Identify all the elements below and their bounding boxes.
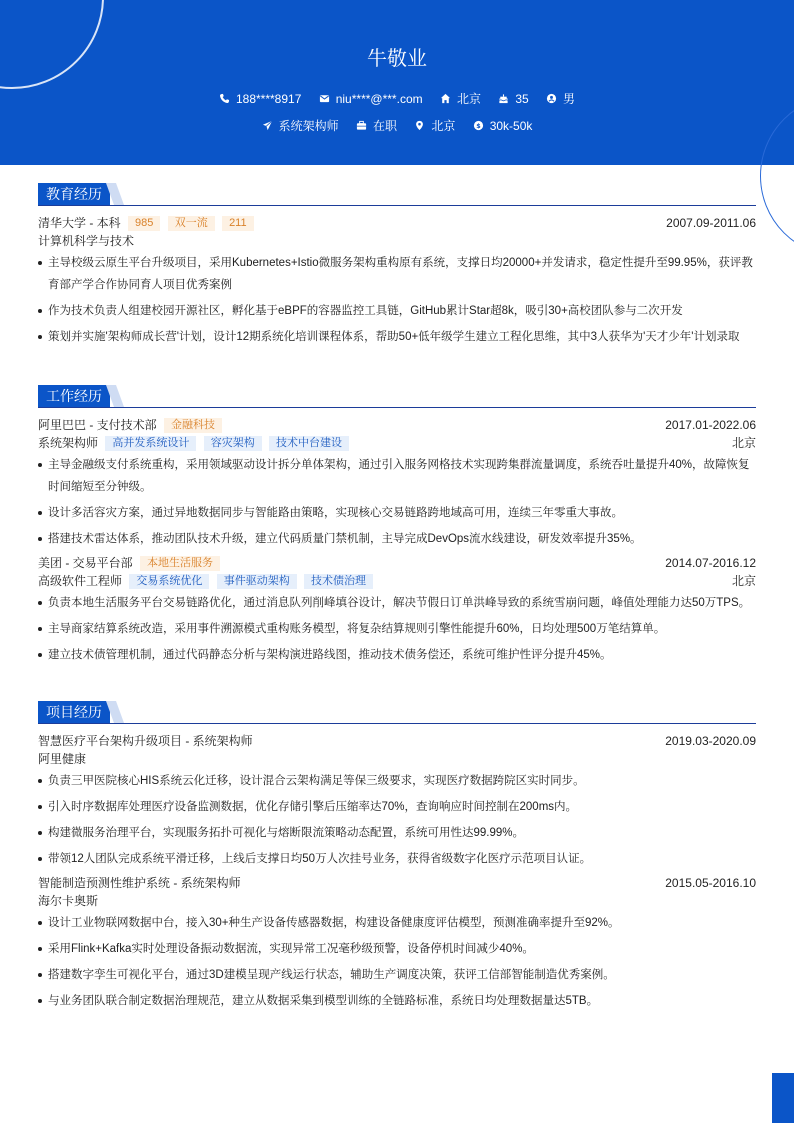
job-role: 高级软件工程师 [38, 574, 123, 588]
school-tag: 985 [128, 216, 160, 231]
salary-info: $ 30k-50k [473, 119, 533, 133]
skill-tag: 高并发系统设计 [105, 436, 196, 451]
skill-tag: 事件驱动架构 [217, 574, 297, 589]
svg-text:$: $ [475, 121, 481, 130]
city-info: 北京 [440, 90, 481, 107]
section-title: 项目经历 [38, 701, 110, 723]
position-info: 系统架构师 [262, 117, 339, 134]
industry-tag: 金融科技 [164, 418, 222, 433]
work-section [38, 385, 756, 670]
job-header-line [38, 554, 756, 572]
list-item: 构建微服务治理平台，实现服务拓扑可视化与熔断限流策略动态配置，系统可用性达99.99%。 [38, 822, 756, 844]
education-header-line [38, 214, 756, 232]
list-item: 搭建数字孪生可视化平台，通过3D建模呈现产线运行状态，辅助生产调度决策，获评工信部智能制造优秀案例。 [38, 964, 756, 986]
target-city-info: 北京 [414, 117, 455, 134]
age-info: 35 [498, 92, 528, 106]
project-bullets [38, 770, 756, 870]
section-title: 工作经历 [38, 385, 110, 407]
list-item: 设计工业物联网数据中台，接入30+种生产设备传感器数据，构建设备健康度评估模型，预测准确率提升至92%。 [38, 912, 756, 934]
job-role-line [38, 434, 756, 452]
major: 计算机科学与技术 [38, 234, 135, 248]
status-info: 在职 [356, 117, 397, 134]
section-title: 教育经历 [38, 183, 110, 205]
list-item: 主导商家结算系统改造，采用事件溯源模式重构账务模型，将复杂结算规则引擎性能提升60%，日均处理500万笔结算单。 [38, 618, 756, 640]
section-heading [38, 701, 756, 724]
section-heading [38, 385, 756, 408]
list-item: 建立技术债管理机制，通过代码静态分析与架构演进路线图，推动技术债务偿还，系统可维护性评分提升45%。 [38, 644, 756, 666]
project-header-line [38, 732, 756, 750]
company-name: 阿里巴巴 - 支付技术部 [38, 418, 157, 432]
skill-tag: 容灾架构 [204, 436, 262, 451]
list-item: 带领12人团队完成系统平滑迁移，上线后支撑日均50万人次挂号业务，获得省级数字化医疗示范项目认证。 [38, 848, 756, 870]
skill-tag: 技术中台建设 [269, 436, 349, 451]
school-tag: 211 [222, 216, 254, 231]
list-item: 主导金融级支付系统重构，采用领域驱动设计拆分单体架构，通过引入服务网格技术实现跨集群流量调度，系统吞吐量提升40%，故障恢复时间缩短至分钟级。 [38, 454, 756, 498]
list-item: 负责三甲医院核心HIS系统云化迁移，设计混合云架构满足等保三级要求，实现医疗数据跨院区实时同步。 [38, 770, 756, 792]
cake-icon [498, 93, 509, 104]
send-icon [262, 120, 273, 131]
list-item: 作为技术负责人组建校园开源社区，孵化基于eBPF的容器监控工具链，GitHub累计Star超8k，吸引30+高校团队参与二次开发 [38, 300, 756, 322]
email-info: niu****@***.com [319, 92, 423, 106]
school-name: 清华大学 - 本科 [38, 216, 121, 230]
job-period: 2014.07-2016.12 [665, 556, 756, 570]
phone-icon [219, 93, 230, 104]
resume-header [0, 0, 794, 165]
project-bullets [38, 912, 756, 1012]
company-name: 美团 - 交易平台部 [38, 556, 133, 570]
briefcase-icon [356, 120, 367, 131]
project-name: 智慧医疗平台架构升级项目 - 系统架构师 [38, 734, 253, 748]
contact-row [0, 90, 794, 107]
job-intention-row [0, 117, 794, 134]
decorative-corner-bar [772, 1073, 794, 1123]
project-name: 智能制造预测性维护系统 - 系统架构师 [38, 876, 241, 890]
project-org: 海尔卡奥斯 [38, 894, 99, 908]
job-location: 北京 [731, 436, 756, 450]
gender-info: 男 [546, 90, 575, 107]
list-item: 策划并实施'架构师成长营'计划，设计12期系统化培训课程体系，帮助50+低年级学生建立工程化思维，其中3人获华为'天才少年'计划录取 [38, 326, 756, 348]
job-bullets [38, 592, 756, 666]
list-item: 采用Flink+Kafka实时处理设备振动数据流，实现异常工况毫秒级预警，设备停机时间减少40%。 [38, 938, 756, 960]
job-role: 系统架构师 [38, 436, 99, 450]
project-period: 2015.05-2016.10 [665, 876, 756, 890]
list-item: 引入时序数据库处理医疗设备监测数据，优化存储引擎后压缩率达70%，查询响应时间控制在200ms内。 [38, 796, 756, 818]
job-header-line [38, 416, 756, 434]
education-bullets [38, 252, 756, 348]
job-bullets [38, 454, 756, 550]
list-item: 负责本地生活服务平台交易链路优化，通过消息队列削峰填谷设计，解决节假日订单洪峰导致的系统雪崩问题，峰值处理能力达50万TPS。 [38, 592, 756, 614]
section-heading [38, 183, 756, 206]
home-icon [440, 93, 451, 104]
project-header-line [38, 874, 756, 892]
mail-icon [319, 93, 330, 104]
job-location: 北京 [731, 574, 756, 588]
list-item: 搭建技术雷达体系，推动团队技术升级，建立代码质量门禁机制，主导完成DevOps流水线建设，研发效率提升35%。 [38, 528, 756, 550]
projects-section [38, 701, 756, 1016]
job-period: 2017.01-2022.06 [665, 418, 756, 432]
education-period: 2007.09-2011.06 [666, 216, 756, 230]
skill-tag: 技术债治理 [304, 574, 373, 589]
location-pin-icon [414, 120, 425, 131]
school-tag: 双一流 [168, 216, 215, 231]
project-period: 2019.03-2020.09 [665, 734, 756, 748]
project-org: 阿里健康 [38, 752, 87, 766]
phone-info: 188****8917 [219, 92, 301, 106]
list-item: 设计多活容灾方案，通过异地数据同步与智能路由策略，实现核心交易链路跨地域高可用，连续三年零重大事故。 [38, 502, 756, 524]
user-icon [546, 93, 557, 104]
candidate-name: 牛敬业 [367, 48, 427, 70]
industry-tag: 本地生活服务 [140, 556, 220, 571]
list-item: 与业务团队联合制定数据治理规范，建立从数据采集到模型训练的全链路标准，系统日均处理数据量达5TB。 [38, 990, 756, 1012]
education-section [38, 183, 756, 352]
money-icon [473, 120, 484, 131]
list-item: 主导校级云原生平台升级项目，采用Kubernetes+Istio微服务架构重构原有系统，支撑日均20000+并发请求，稳定性提升至99.95%，获评教育部产学合作协同育人项目优秀案例 [38, 252, 756, 296]
job-role-line [38, 572, 756, 590]
skill-tag: 交易系统优化 [129, 574, 209, 589]
